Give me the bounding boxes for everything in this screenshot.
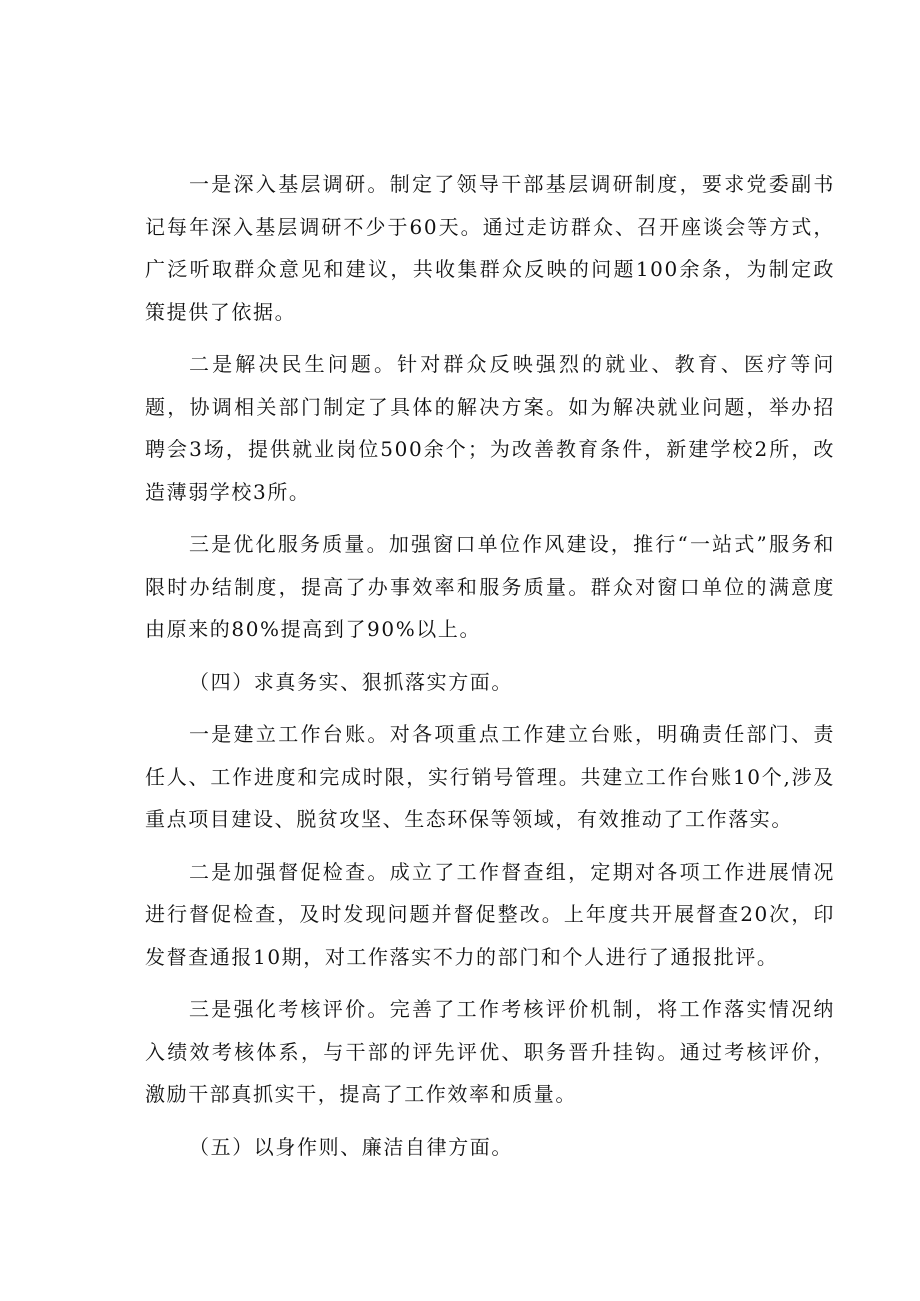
- section-heading-five: （五）以身作则、廉洁自律方面。: [189, 1134, 513, 1159]
- paragraph-supervision: 二是加强督促检查。成立了工作督查组，定期对各项工作进展情况进行督促检查，及时发现问题并督促整改。上年度共开展督查20次，印发督查通报10期，对工作落实不力的部门和个人进行了通报批评。: [145, 859, 835, 969]
- paragraph-grassroots-research: 一是深入基层调研。制定了领导干部基层调研制度，要求党委副书记每年深入基层调研不少于60天。通过走访群众、召开座谈会等方式，广泛听取群众意见和建议，共收集群众反映的问题100余条，为制定政策提供了依据。: [145, 172, 835, 324]
- paragraph-assessment: 三是强化考核评价。完善了工作考核评价机制，将工作落实情况纳入绩效考核体系，与干部的评先评优、职务晋升挂钩。通过考核评价，激励干部真抓实干，提高了工作效率和质量。: [145, 997, 835, 1106]
- document-body: [145, 163, 835, 1178]
- section-heading-four: （四）求真务实、狠抓落实方面。: [189, 669, 513, 694]
- paragraph-service-quality: 三是优化服务质量。加强窗口单位作风建设，推行“一站式”服务和限时办结制度，提高了办事效率和服务质量。群众对窗口单位的满意度由原来的80%提高到了90%以上。: [145, 532, 835, 641]
- paragraph-livelihood-issues: 二是解决民生问题。针对群众反映强烈的就业、教育、医疗等问题，协调相关部门制定了具体的解决方案。如为解决就业问题，举办招聘会3场，提供就业岗位500余个；为改善教育条件，新建学校2所，改造薄弱学校3所。: [145, 352, 835, 504]
- paragraph-work-ledger: 一是建立工作台账。对各项重点工作建立台账，明确责任部门、责任人、工作进度和完成时限，实行销号管理。共建立工作台账10个,涉及重点项目建设、脱贫攻坚、生态环保等领域，有效推动了工作落实。: [145, 722, 835, 831]
